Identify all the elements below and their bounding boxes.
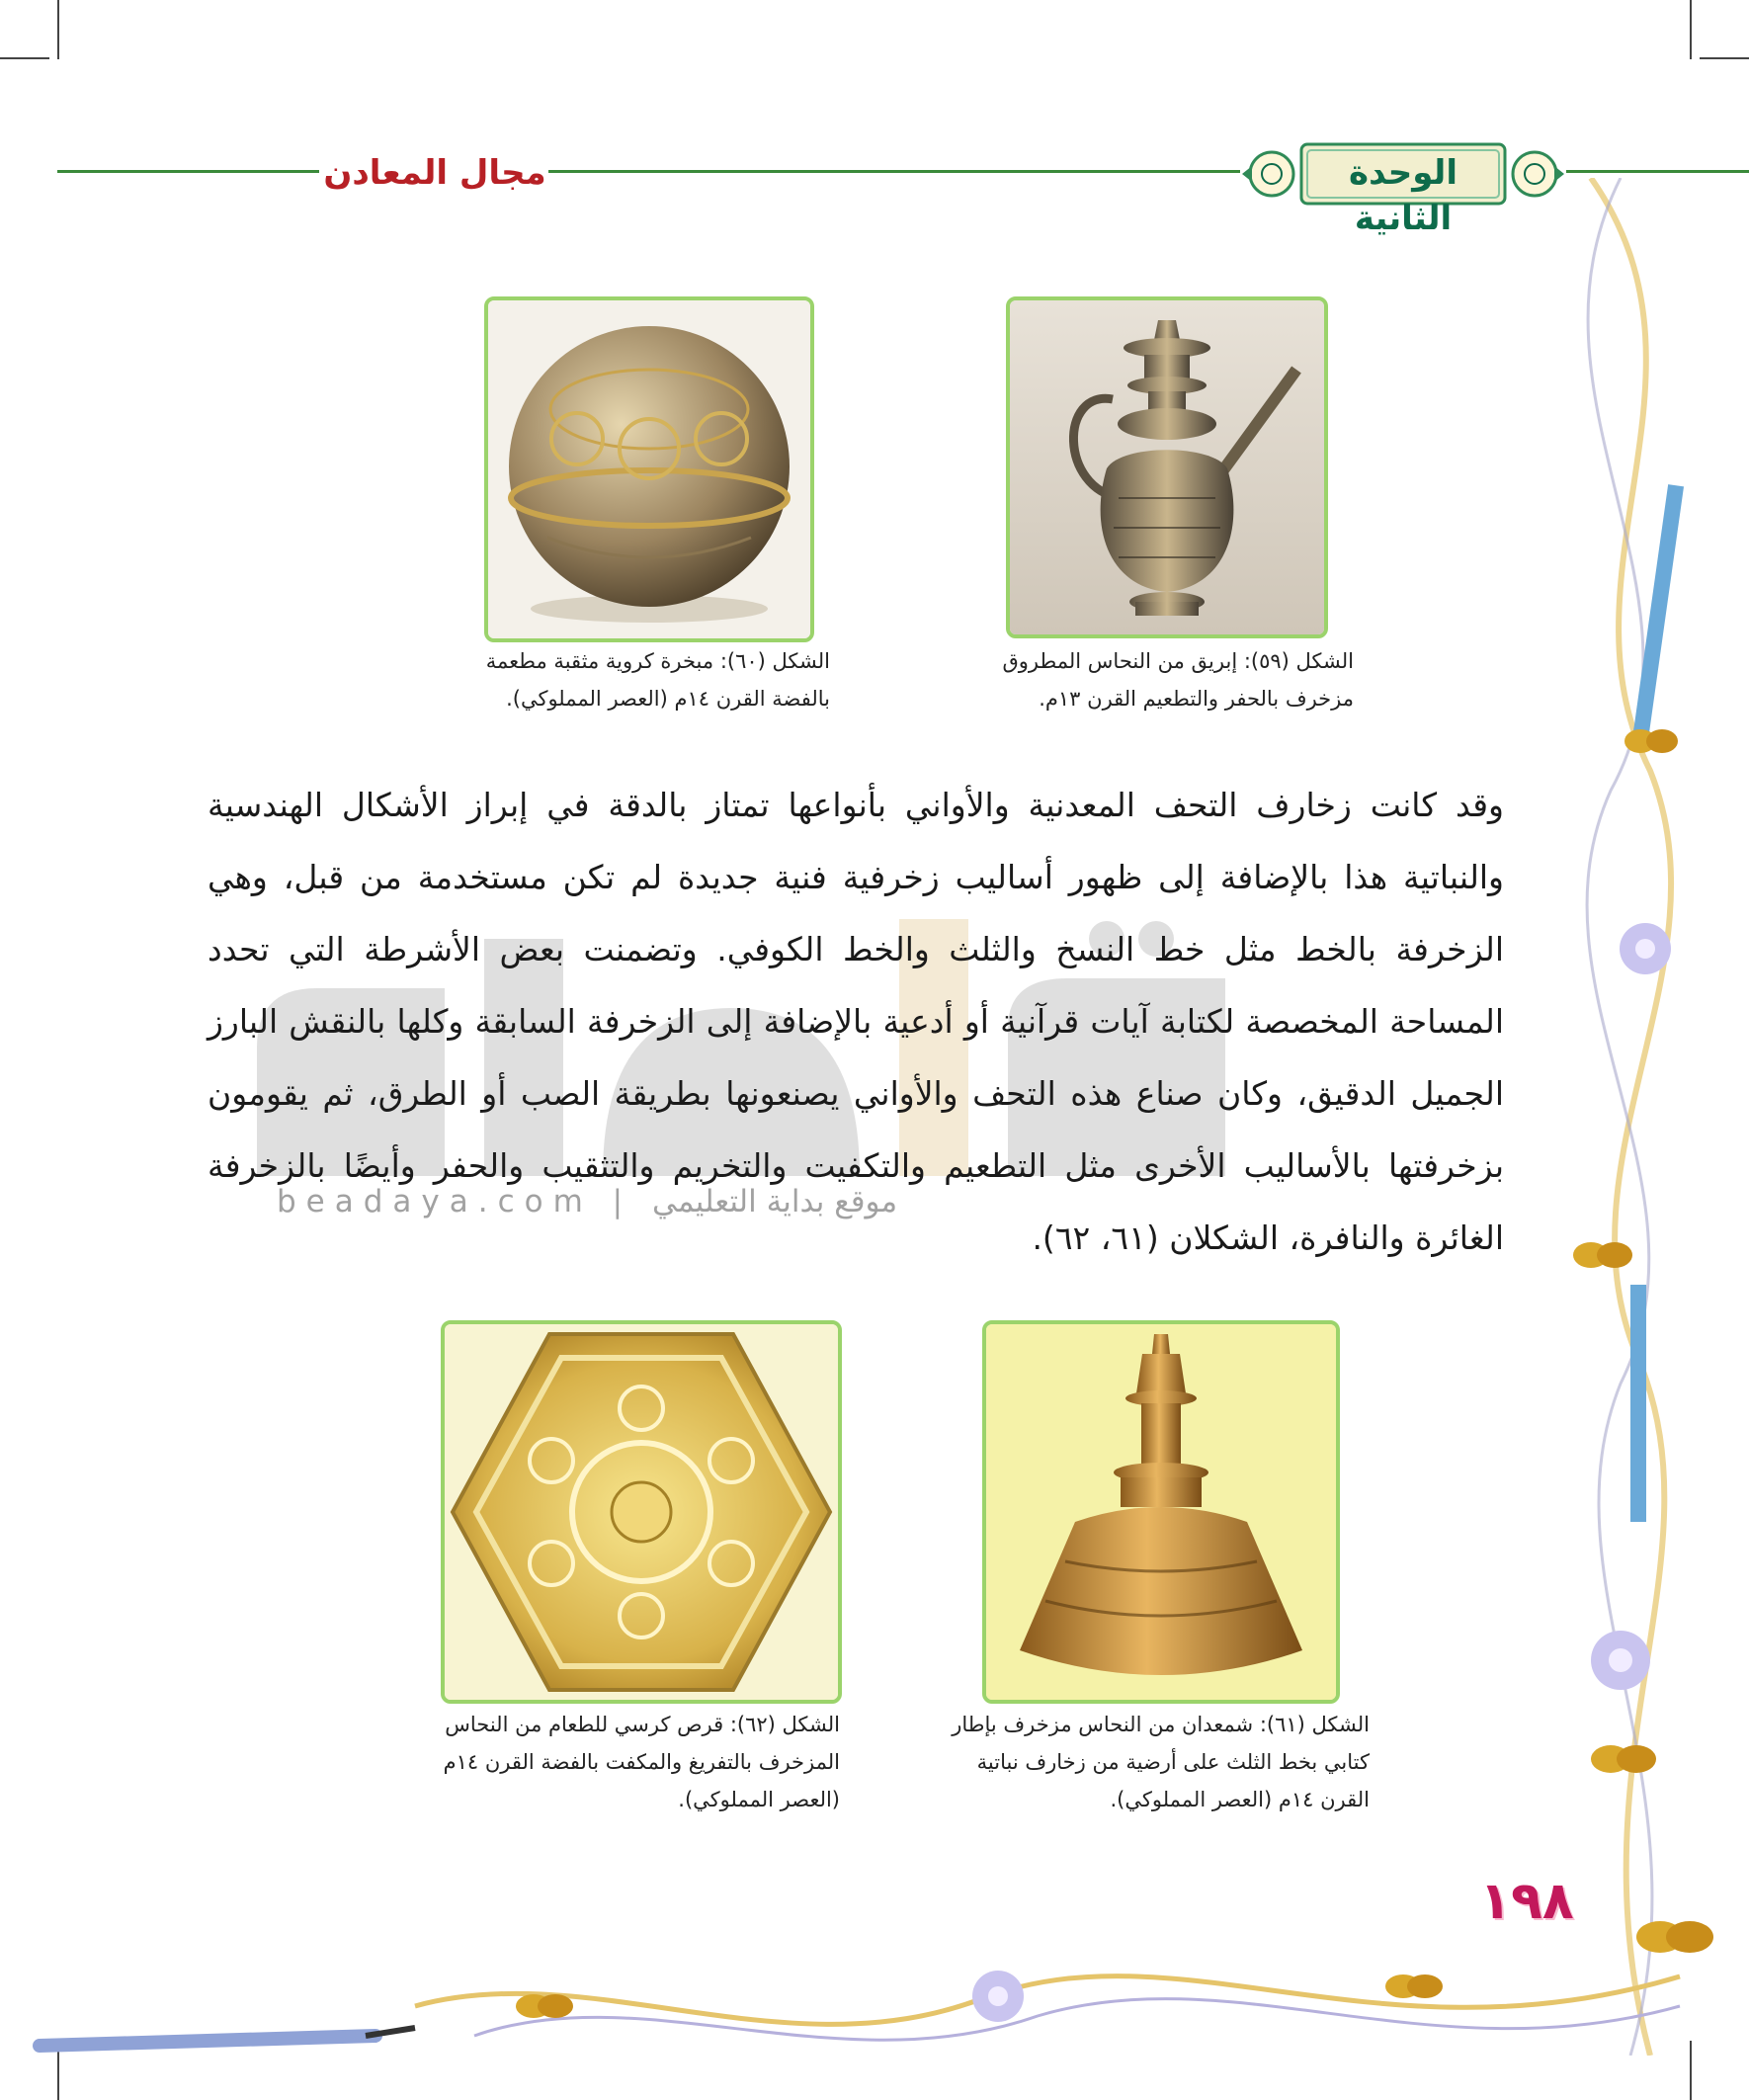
butterfly-icon xyxy=(1591,1745,1656,1773)
figure-62-caption-line3: (العصر المملوكي). xyxy=(678,1788,840,1811)
crop-mark xyxy=(1700,57,1749,59)
figure-60-caption-line1: الشكل (٦٠): مبخرة كروية مثقبة مطعمة xyxy=(485,649,830,673)
figure-59-photo xyxy=(1006,296,1328,638)
figure-62-caption-line2: المزخرف بالتفريغ والمكفت بالفضة القرن ١٤م xyxy=(443,1750,840,1774)
flower-icon xyxy=(972,1971,1024,2022)
decorative-border-right xyxy=(1532,178,1744,2056)
header-rule-middle xyxy=(548,170,1240,173)
body-paragraph: وقد كانت زخارف التحف المعدنية والأواني بأنواعها تمتاز بالدقة في إبراز الأشكال الهندسية والنباتية هذا بالإضافة إلى ظهور أساليب زخرفية فنية جديدة لم تكن مستخدمة من قبل، وهي الزخرفة بالخط مثل خط النسخ والثلث والخط الكوفي. وتضمنت بعض الأشرطة التي تحدد المساحة المخصصة لكتابة آيات قرآنية أو أدعية بالإضافة إلى الزخرفة السابقة وكلها بالنقش البارز الجميل الدقيق، وكان صناع هذه التحف والأواني يصنعونها بطريقة الصب أو الطرق، ثم يقومون بزخرفتها بالأساليب الأخرى مثل التطعيم والتكفيت والتخريم والتثقيب والحفر وأيضًا بالزخرفة الغائرة والنافرة، الشكلان (٦١، ٦٢). xyxy=(208,786,1504,1257)
butterfly-icon xyxy=(1624,729,1678,753)
figure-61-caption-line2: كتابي بخط الثلث على أرضية من زخارف نباتية xyxy=(976,1750,1370,1774)
crop-mark xyxy=(57,0,59,59)
figure-60-caption xyxy=(425,642,830,717)
figure-61-caption-line3: القرن ١٤م (العصر المملوكي). xyxy=(1110,1788,1370,1811)
figure-61-photo xyxy=(982,1320,1340,1704)
pencil-icon xyxy=(1630,1285,1646,1522)
figure-60-photo xyxy=(484,296,814,642)
figure-59-caption-line1: الشكل (٥٩): إبريق من النحاس المطروق xyxy=(1002,649,1354,673)
butterfly-icon xyxy=(1385,1974,1443,1998)
crop-mark xyxy=(1690,0,1692,59)
decorative-border-bottom xyxy=(0,1937,1749,2095)
section-title: مجال المعادن xyxy=(321,148,548,198)
figure-62-caption xyxy=(415,1706,840,1818)
crop-mark xyxy=(0,57,49,59)
unit-label: الوحدة الثانية xyxy=(1349,153,1458,238)
figure-59-caption-line2: مزخرف بالحفر والتطعيم القرن ١٣م. xyxy=(1039,687,1354,711)
figure-61-caption xyxy=(919,1706,1370,1818)
butterfly-icon xyxy=(1573,1242,1632,1268)
page-number: ١٩٨ xyxy=(1479,1872,1574,1931)
butterfly-icon xyxy=(516,1994,573,2018)
unit-badge xyxy=(1240,136,1566,238)
flower-icon xyxy=(1620,923,1671,974)
figure-62-caption-line1: الشكل (٦٢): قرص كرسي للطعام من النحاس xyxy=(445,1713,840,1736)
header-rule-right xyxy=(1566,170,1749,173)
flower-icon xyxy=(1591,1631,1650,1690)
figure-59-caption xyxy=(949,642,1354,717)
figure-61-caption-line1: الشكل (٦١): شمعدان من النحاس مزخرف بإطار xyxy=(952,1713,1370,1736)
header-rule-left xyxy=(57,170,319,173)
figure-62-photo xyxy=(441,1320,842,1704)
watermark-text: beadaya.com | موقع بداية التعليمي xyxy=(277,1184,898,1219)
figure-60-caption-line2: بالفضة القرن ١٤م (العصر المملوكي). xyxy=(506,687,830,711)
